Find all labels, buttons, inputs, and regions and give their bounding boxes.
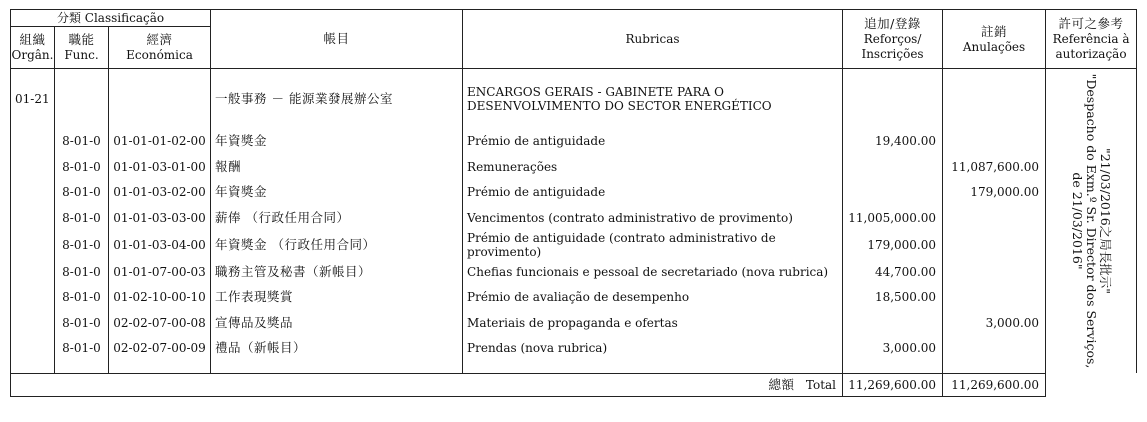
account-name-zh: 薪俸 （行政任用合同） (211, 205, 463, 231)
rubrica-pt: Prémio de antiguidade (contrato administrativo de provimento) (463, 231, 843, 259)
budget-table (10, 9, 1137, 397)
authorization-reference: "21/03/2016之局長批示" "Despacho do Exm.º Sr. Director dos Serviços, de 21/03/2016" (1070, 73, 1114, 369)
organ-cell (11, 336, 55, 362)
table-row (11, 310, 1137, 336)
annulment-amount (943, 231, 1046, 259)
rubrica-pt: Materiais de propaganda e ofertas (463, 310, 843, 336)
econ-code: 01-01-07-00-03 (109, 259, 211, 285)
reinforcement-amount: 19,400.00 (843, 129, 943, 155)
section-row (11, 69, 1137, 129)
func-header: 職能 Func. (55, 27, 109, 69)
table-row (11, 259, 1137, 285)
econ-code: 01-02-10-00-10 (109, 284, 211, 310)
econ-code: 01-01-03-03-00 (109, 205, 211, 231)
rubrica-pt: Chefias funcionais e pessoal de secretariado (nova rubrica) (463, 259, 843, 285)
econ-code: 01-01-03-01-00 (109, 154, 211, 180)
organ-header: 組織 Orgân. (11, 27, 55, 69)
organ-cell (11, 284, 55, 310)
account-header: 帳目 (211, 10, 463, 69)
account-name-zh: 年資獎金 (211, 129, 463, 155)
rubrica-pt: Vencimentos (contrato administrativo de provimento) (463, 205, 843, 231)
reinforcement-amount (843, 180, 943, 206)
organ-cell (11, 310, 55, 336)
econ-code: 02-02-07-00-08 (109, 310, 211, 336)
reinforcement-amount (843, 310, 943, 336)
authorization-header: 許可之參考 Referência à autorização (1046, 10, 1137, 69)
reinforcement-amount (843, 154, 943, 180)
annulment-amount (943, 205, 1046, 231)
organ-cell (11, 129, 55, 155)
func-code: 8-01-0 (55, 231, 109, 259)
table-row (11, 205, 1137, 231)
func-code: 8-01-0 (55, 205, 109, 231)
reinforcement-amount: 18,500.00 (843, 284, 943, 310)
organ-cell (11, 205, 55, 231)
annulment-amount: 179,000.00 (943, 180, 1046, 206)
reinforcement-amount: 3,000.00 (843, 336, 943, 362)
organ-cell (11, 154, 55, 180)
account-name-zh: 職務主管及秘書（新帳目） (211, 259, 463, 285)
reinforcement-amount: 11,005,000.00 (843, 205, 943, 231)
econ-code: 01-01-03-02-00 (109, 180, 211, 206)
rubrica-pt: Prémio de avaliação de desempenho (463, 284, 843, 310)
account-name-zh: 年資獎金 （行政任用合同） (211, 231, 463, 259)
rubrica-pt: Prémio de antiguidade (463, 180, 843, 206)
total-annulment: 11,269,600.00 (943, 373, 1046, 396)
organ-cell (11, 180, 55, 206)
table-row (11, 336, 1137, 362)
annulment-amount: 3,000.00 (943, 310, 1046, 336)
account-name-zh: 報酬 (211, 154, 463, 180)
total-label: 總額 Total (11, 373, 843, 396)
func-code: 8-01-0 (55, 336, 109, 362)
func-code: 8-01-0 (55, 310, 109, 336)
func-code: 8-01-0 (55, 259, 109, 285)
econ-code: 01-01-03-04-00 (109, 231, 211, 259)
organ-cell (11, 231, 55, 259)
rubrica-pt: Prendas (nova rubrica) (463, 336, 843, 362)
econ-code: 01-01-01-02-00 (109, 129, 211, 155)
classification-header: 分類 Classificação (11, 10, 211, 27)
budget-sheet (10, 9, 1136, 413)
table-row (11, 231, 1137, 259)
total-row (11, 373, 1137, 396)
account-name-zh: 禮品（新帳目） (211, 336, 463, 362)
rubricas-header: Rubricas (463, 10, 843, 69)
authorization-cell (1046, 69, 1137, 374)
account-name-zh: 工作表現獎賞 (211, 284, 463, 310)
table-row (11, 154, 1137, 180)
account-name-zh: 宣傳品及獎品 (211, 310, 463, 336)
annulment-header: 註銷 Anulações (943, 10, 1046, 69)
section-title-pt: ENCARGOS GERAIS - GABINETE PARA O DESENVOLVIMENTO DO SECTOR ENERGÉTICO (463, 69, 843, 129)
table-row (11, 129, 1137, 155)
econ-code: 02-02-07-00-09 (109, 336, 211, 362)
spacer-row (11, 361, 1137, 373)
section-title-zh: 一般事務 － 能源業發展辦公室 (211, 69, 463, 129)
annulment-amount: 11,087,600.00 (943, 154, 1046, 180)
table-row (11, 284, 1137, 310)
econ-header: 經濟 Económica (109, 27, 211, 69)
reinforcement-amount: 179,000.00 (843, 231, 943, 259)
reinforcement-header: 追加/登錄 Reforços/ Inscrições (843, 10, 943, 69)
func-code: 8-01-0 (55, 180, 109, 206)
total-reinforcement: 11,269,600.00 (843, 373, 943, 396)
table-row (11, 180, 1137, 206)
annulment-amount (943, 336, 1046, 362)
annulment-amount (943, 284, 1046, 310)
func-code: 8-01-0 (55, 129, 109, 155)
rubrica-pt: Prémio de antiguidade (463, 129, 843, 155)
func-code: 8-01-0 (55, 284, 109, 310)
organ-code: 01-21 (11, 69, 55, 129)
reinforcement-amount: 44,700.00 (843, 259, 943, 285)
annulment-amount (943, 259, 1046, 285)
annulment-amount (943, 129, 1046, 155)
organ-cell (11, 259, 55, 285)
rubrica-pt: Remunerações (463, 154, 843, 180)
account-name-zh: 年資獎金 (211, 180, 463, 206)
func-code: 8-01-0 (55, 154, 109, 180)
